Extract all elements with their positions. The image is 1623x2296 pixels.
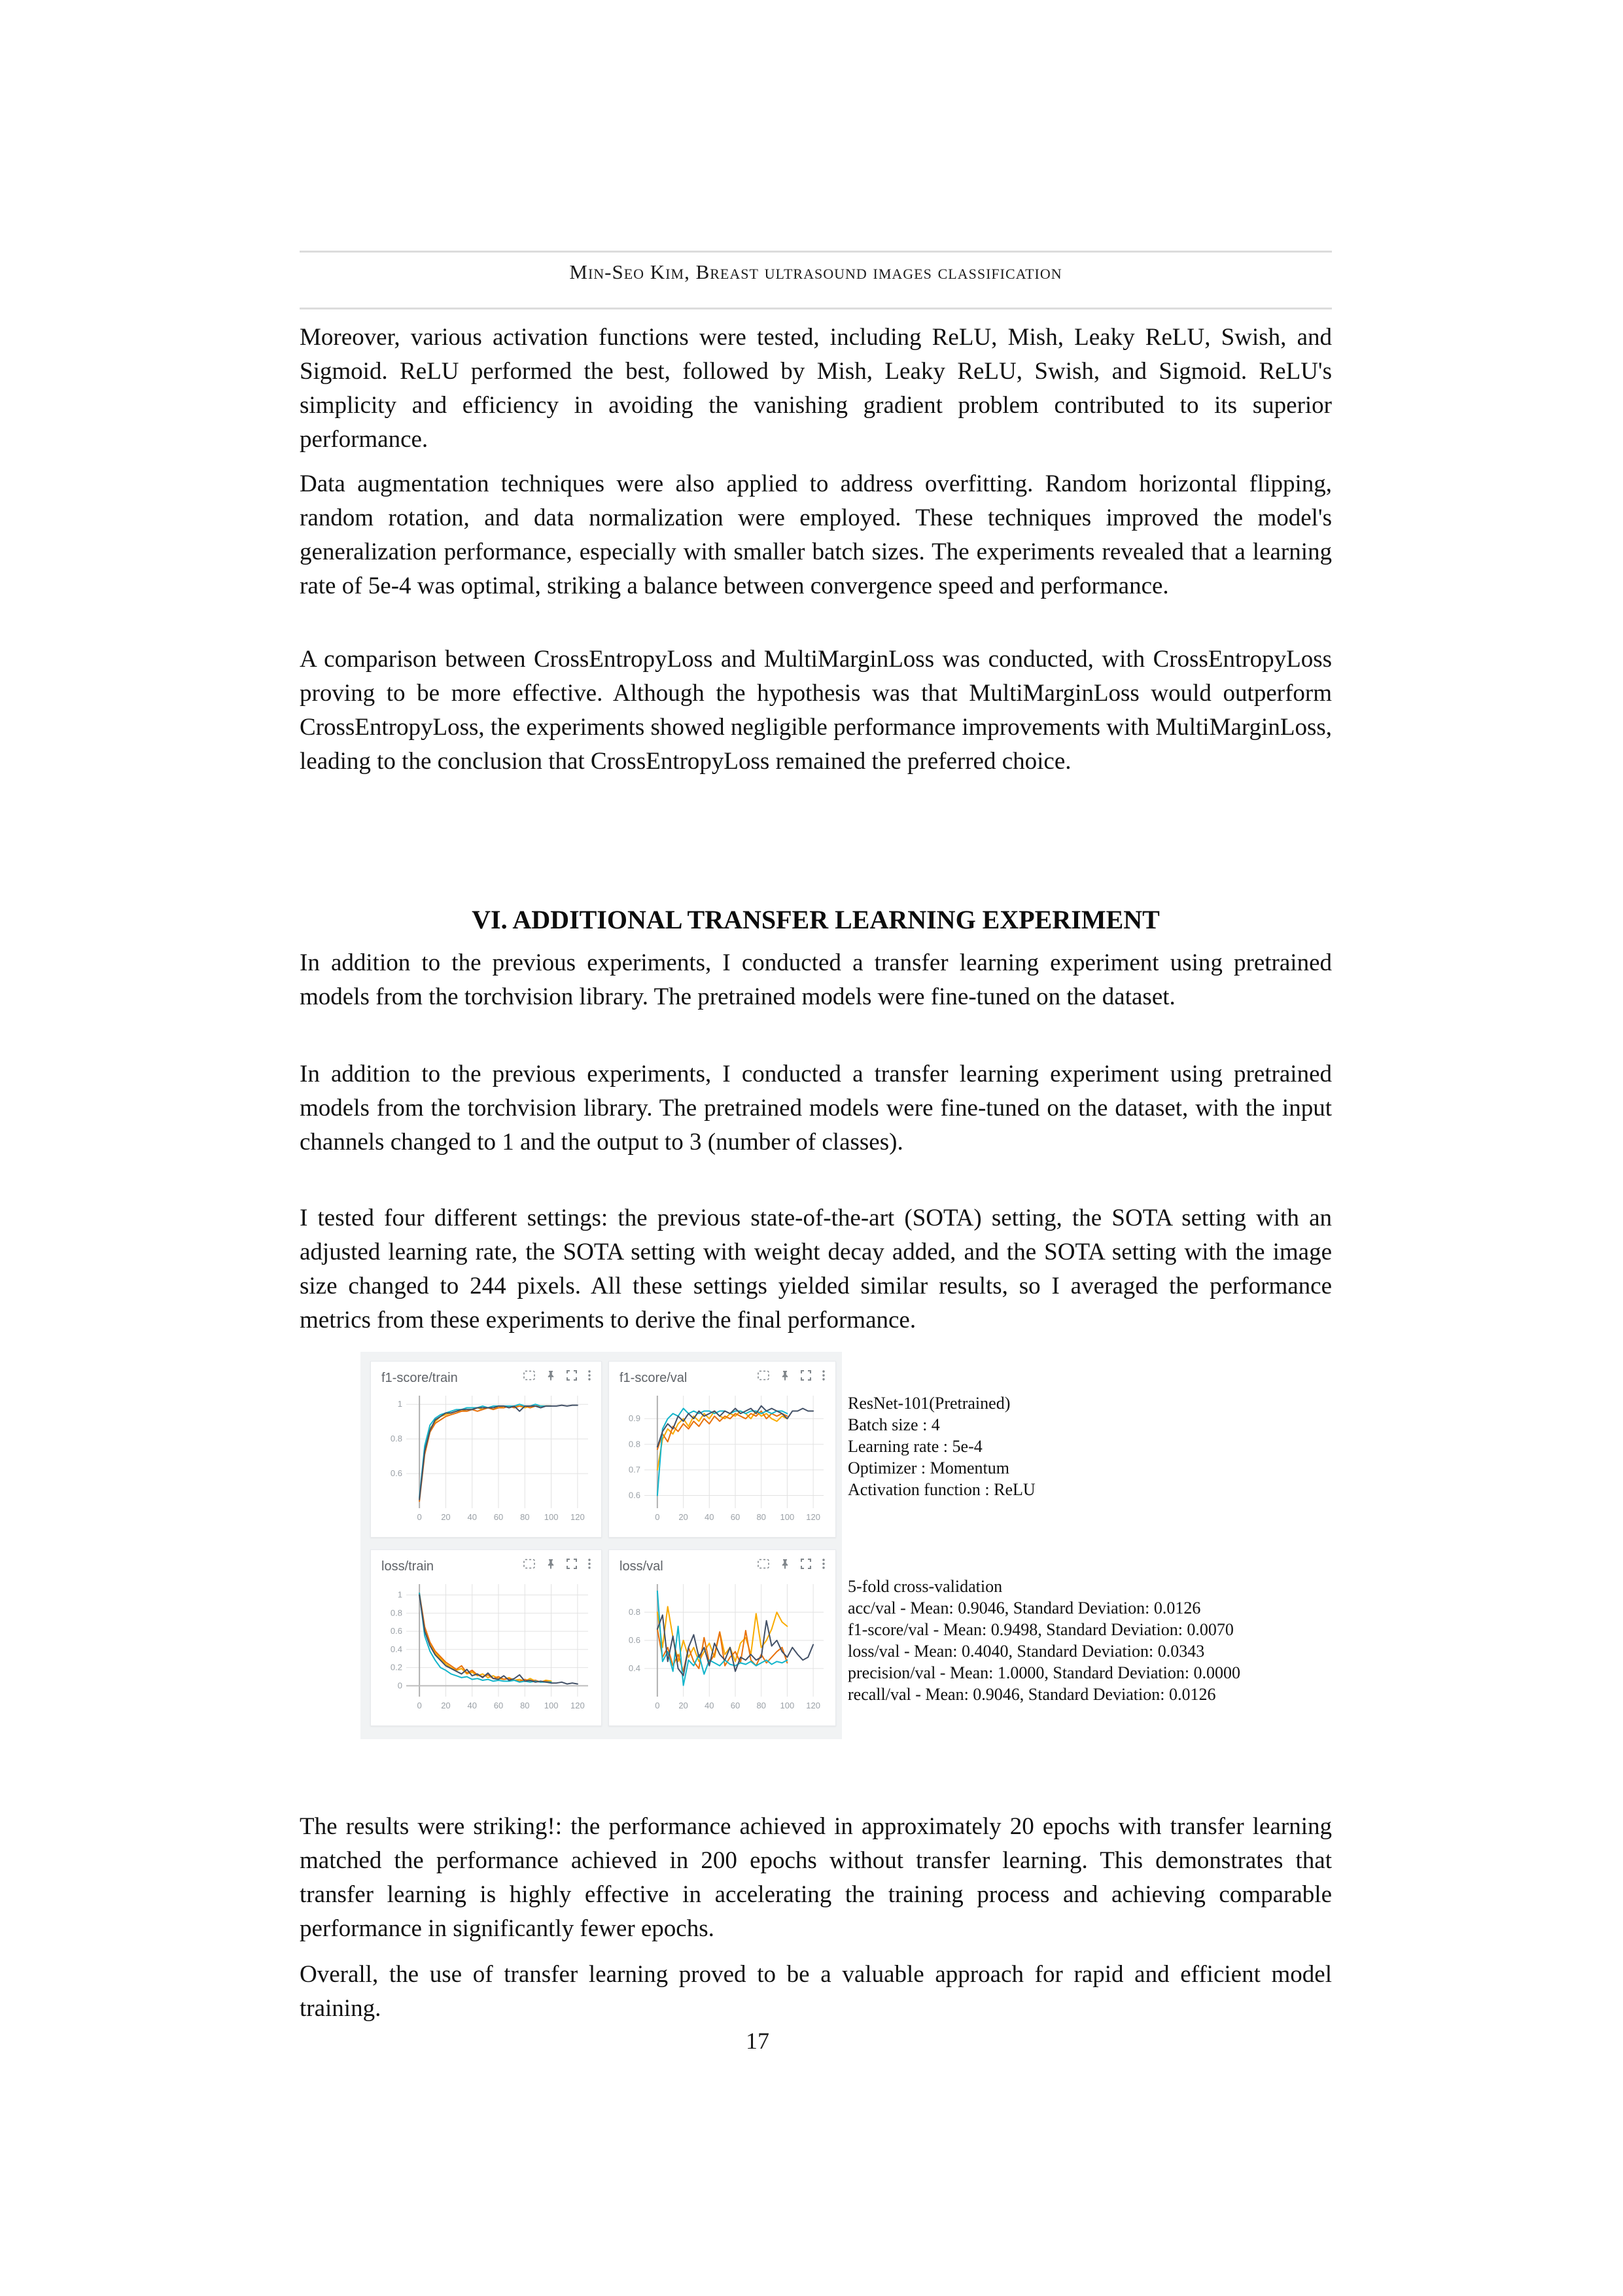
fullscreen-icon[interactable] <box>566 1558 578 1570</box>
paragraph-loss-comparison: A comparison between CrossEntropyLoss and MultiMarginLoss was conducted, with CrossEntropyLoss proving to be more effective. Although the hypothesis was that MultiMarginLoss would outperform CrossEntropyLoss, the experiments showed negligible performance improvements with MultiMarginLoss, leading to the conclusion that CrossEntropyLoss remained the preferred choice. <box>300 646 1332 775</box>
svg-text:0.4: 0.4 <box>628 1663 640 1673</box>
svg-text:40: 40 <box>467 1701 477 1710</box>
svg-text:20: 20 <box>441 1512 451 1522</box>
fullscreen-icon[interactable] <box>566 1369 578 1381</box>
chart-toolbar <box>757 1369 826 1381</box>
paragraph-four-settings: I tested four different settings: the previous state-of-the-art (SOTA) setting, the SOTA setting with an adjusted learning rate, the SOTA setting with weight decay added, and the SOTA setting with the image size changed to 244 pixels. All these settings yielded similar results, so I averaged the performance metrics from these experiments to derive the final performance. <box>300 1205 1332 1333</box>
loss-train-plot <box>376 1579 595 1714</box>
fit-to-data-icon[interactable] <box>523 1369 536 1381</box>
svg-text:100: 100 <box>780 1512 795 1522</box>
f1-score-train-plot <box>376 1390 595 1525</box>
svg-text:0.6: 0.6 <box>390 1626 402 1636</box>
config-line: Batch size : 4 <box>848 1415 940 1434</box>
paragraph-overall: Overall, the use of transfer learning proved to be a valuable approach for rapid and efficient model training. <box>300 1961 1332 2022</box>
svg-text:60: 60 <box>730 1701 741 1710</box>
config-line: ResNet-101(Pretrained) <box>848 1394 1011 1413</box>
svg-text:80: 80 <box>520 1701 530 1710</box>
config-line: Optimizer : Momentum <box>848 1458 1009 1477</box>
svg-text:0: 0 <box>417 1512 422 1522</box>
chart-title: loss/train <box>381 1559 434 1574</box>
more-options-icon[interactable] <box>587 1558 592 1570</box>
svg-text:0: 0 <box>655 1512 660 1522</box>
chart-title: loss/val <box>620 1559 663 1574</box>
svg-text:60: 60 <box>493 1512 504 1522</box>
svg-text:0: 0 <box>417 1701 422 1710</box>
svg-text:0: 0 <box>655 1701 660 1710</box>
svg-text:0.9: 0.9 <box>628 1413 640 1424</box>
chart-card-f1-score-val <box>608 1361 836 1538</box>
svg-text:80: 80 <box>756 1701 766 1710</box>
svg-text:0.7: 0.7 <box>628 1464 640 1475</box>
pin-icon[interactable] <box>545 1369 557 1381</box>
f1-score-val-plot <box>614 1390 830 1525</box>
fit-to-data-icon[interactable] <box>757 1558 770 1570</box>
svg-text:1: 1 <box>397 1399 402 1409</box>
svg-text:120: 120 <box>806 1512 820 1522</box>
chart-card-f1-score-train <box>370 1361 602 1538</box>
more-options-icon[interactable] <box>821 1558 826 1570</box>
svg-text:40: 40 <box>467 1512 477 1522</box>
svg-text:0.8: 0.8 <box>628 1607 640 1617</box>
svg-text:0.6: 0.6 <box>628 1635 640 1645</box>
svg-text:20: 20 <box>678 1701 688 1710</box>
pin-icon[interactable] <box>545 1558 557 1570</box>
header-rule-bottom <box>300 308 1332 309</box>
chart-title: f1-score/val <box>620 1371 688 1385</box>
chart-card-loss-val <box>608 1549 836 1726</box>
fullscreen-icon[interactable] <box>800 1369 812 1381</box>
page-number: 17 <box>746 2028 769 2054</box>
running-head: Min-Seo Kim, Breast ultrasound images classification <box>569 260 1062 283</box>
svg-text:80: 80 <box>520 1512 530 1522</box>
config-line: Activation function : ReLU <box>848 1480 1036 1499</box>
svg-text:0.6: 0.6 <box>628 1490 640 1500</box>
svg-text:120: 120 <box>806 1701 820 1710</box>
chart-toolbar <box>523 1369 592 1381</box>
paragraph-activation-functions: Moreover, various activation functions were tested, including ReLU, Mish, Leaky ReLU, Swish, and Sigmoid. ReLU performed the best, followed by Mish, Leaky ReLU, Swish, and Sigmoid. ReLU's simplicity and efficiency in avoiding the vanishing gradient problem contributed to its superior performance. <box>300 324 1332 453</box>
svg-text:40: 40 <box>705 1512 714 1522</box>
svg-text:100: 100 <box>544 1512 559 1522</box>
svg-text:0.4: 0.4 <box>390 1644 402 1654</box>
svg-text:20: 20 <box>678 1512 688 1522</box>
chart-header <box>381 1557 596 1576</box>
fit-to-data-icon[interactable] <box>523 1558 536 1570</box>
cv-line: loss/val - Mean: 0.4040, Standard Deviation: 0.0343 <box>848 1642 1205 1661</box>
cv-line: recall/val - Mean: 0.9046, Standard Deviation: 0.0126 <box>848 1685 1216 1704</box>
svg-text:100: 100 <box>780 1701 795 1710</box>
chart-toolbar <box>523 1558 592 1570</box>
svg-text:20: 20 <box>441 1701 451 1710</box>
svg-text:0: 0 <box>397 1680 402 1691</box>
more-options-icon[interactable] <box>821 1369 826 1381</box>
chart-card-loss-train <box>370 1549 602 1726</box>
config-line: Learning rate : 5e-4 <box>848 1437 983 1456</box>
section-heading: VI. ADDITIONAL TRANSFER LEARNING EXPERIMENT <box>472 905 1160 934</box>
svg-text:60: 60 <box>493 1701 504 1710</box>
svg-text:0.8: 0.8 <box>390 1608 402 1618</box>
experiment-config-annotation <box>848 1392 1423 1500</box>
cross-validation-results <box>848 1576 1423 1705</box>
cv-line: f1-score/val - Mean: 0.9498, Standard Deviation: 0.0070 <box>848 1620 1234 1639</box>
paragraph-transfer-learning-1: In addition to the previous experiments, I conducted a transfer learning experiment using pretrained models from the torchvision library. The pretrained models were fine-tuned on the dataset. <box>300 949 1332 1010</box>
svg-text:40: 40 <box>705 1701 714 1710</box>
header-rule-top <box>300 251 1332 253</box>
chart-header <box>620 1368 830 1388</box>
svg-text:80: 80 <box>756 1512 766 1522</box>
chart-header <box>620 1557 830 1576</box>
svg-text:0.6: 0.6 <box>390 1468 402 1479</box>
tensorboard-figure <box>360 1352 842 1739</box>
svg-text:120: 120 <box>570 1512 585 1522</box>
fit-to-data-icon[interactable] <box>757 1369 770 1381</box>
svg-text:60: 60 <box>730 1512 741 1522</box>
chart-toolbar <box>757 1558 826 1570</box>
paragraph-transfer-learning-2: In addition to the previous experiments, I conducted a transfer learning experiment using pretrained models from the torchvision library. The pretrained models were fine-tuned on the dataset, with the input channels changed to 1 and the output to 3 (number of classes). <box>300 1061 1332 1156</box>
svg-text:0.8: 0.8 <box>390 1434 402 1444</box>
cv-line: acc/val - Mean: 0.9046, Standard Deviation: 0.0126 <box>848 1598 1201 1617</box>
more-options-icon[interactable] <box>587 1369 592 1381</box>
pin-icon[interactable] <box>779 1558 791 1570</box>
cv-line: 5-fold cross-validation <box>848 1577 1003 1596</box>
svg-text:100: 100 <box>544 1701 559 1710</box>
chart-header <box>381 1368 596 1388</box>
svg-text:0.2: 0.2 <box>390 1662 402 1672</box>
svg-text:1: 1 <box>397 1589 402 1600</box>
paragraph-data-augmentation: Data augmentation techniques were also applied to address overfitting. Random horizontal flipping, random rotation, and data normalization were employed. These techniques improved the model's generalization performance, especially with smaller batch sizes. The experiments revealed that a learning rate of 5e-4 was optimal, striking a balance between convergence speed and performance. <box>300 470 1332 599</box>
svg-text:120: 120 <box>570 1701 585 1710</box>
fullscreen-icon[interactable] <box>800 1558 812 1570</box>
chart-title: f1-score/train <box>381 1371 458 1385</box>
pin-icon[interactable] <box>779 1369 791 1381</box>
paragraph-results-striking: The results were striking!: the performance achieved in approximately 20 epochs with transfer learning matched the performance achieved in 200 epochs without transfer learning. This demonstrates that transfer learning is highly effective in accelerating the training process and achieving comparable performance in significantly fewer epochs. <box>300 1813 1332 1942</box>
svg-text:0.8: 0.8 <box>628 1439 640 1449</box>
loss-val-plot <box>614 1579 830 1714</box>
cv-line: precision/val - Mean: 1.0000, Standard Deviation: 0.0000 <box>848 1663 1241 1682</box>
